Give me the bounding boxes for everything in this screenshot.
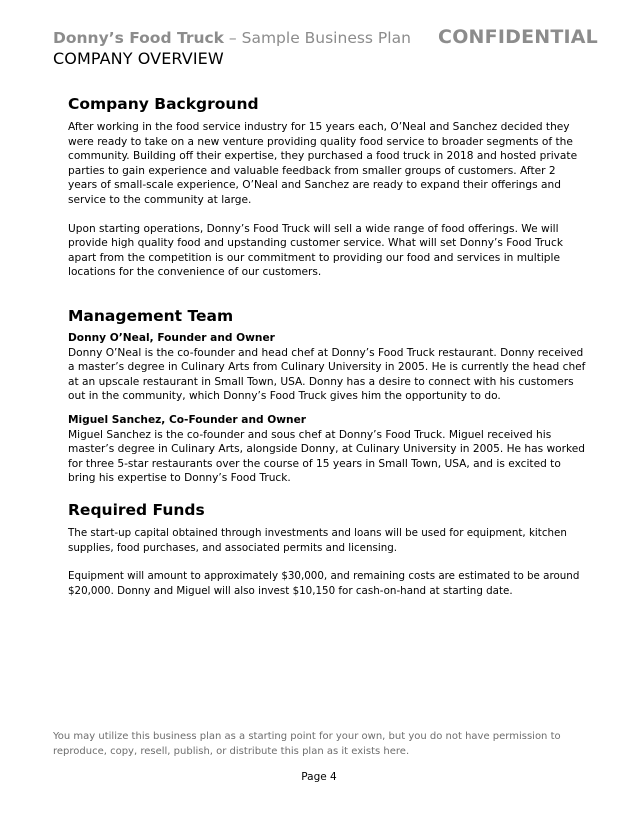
brand-name: Donny’s Food Truck <box>53 29 224 47</box>
management-team-heading: Management Team <box>68 306 234 325</box>
company-background-paragraph-2: Upon starting operations, Donny’s Food Truck will sell a wide range of food offerings. We will provide high quality food and upstanding customer service. What will set Donny’s Food Truck apart from the competition is our commitment to providing our food and services in multiple locations for the convenience of our customers. <box>68 222 563 279</box>
page-header <box>53 28 598 69</box>
required-funds-heading: Required Funds <box>68 501 205 519</box>
required-funds-paragraph-1: The start-up capital obtained through investments and loans will be used for equipment, kitchen supplies, food purchases, and associated permits and licensing. <box>68 527 567 554</box>
confidential-label: CONFIDENTIAL <box>438 26 598 48</box>
section-title: COMPANY OVERVIEW <box>53 49 224 68</box>
main-content <box>68 94 588 486</box>
member-bio: Donny O’Neal is the co-founder and head chef at Donny’s Food Truck restaurant. Donny received a master’s degree in Culinary Arts from Culinary University in 2005. He is currently the head chef at an upscale restaurant in Small Town, USA. Donny has a desire to connect with his customers out in the community, which Donny’s Food Truck gives him the opportunity to do. <box>68 346 586 403</box>
member-bio: Miguel Sanchez is the co-founder and sous chef at Donny’s Food Truck. Miguel received his master’s degree in Culinary Arts, alongside Donny, at Culinary University in 2005. He has worked for three 5-star restaurants over the course of 15 years in Small Town, USA, and is excited to bring his expertise to Donny’s Food Truck. <box>68 428 586 485</box>
required-funds-section <box>53 500 588 598</box>
required-funds-paragraph-2: Equipment will amount to approximately $30,000, and remaining costs are estimated to be around $20,000. Donny and Miguel will also invest $10,150 for cash-on-hand at starting date. <box>68 570 580 597</box>
usage-disclaimer: You may utilize this business plan as a starting point for your own, but you do not have permission to reproduce, copy, resell, publish, or distribute this plan as it exists here. <box>53 731 561 757</box>
member-name: Miguel Sanchez, Co-Founder and Owner <box>68 413 307 426</box>
company-background-heading: Company Background <box>68 95 259 113</box>
member-name: Donny O’Neal, Founder and Owner <box>68 331 275 344</box>
company-background-paragraph-1: After working in the food service industry for 15 years each, O’Neal and Sanchez decided they were ready to take on a new venture providing quality food service to broader segments of the community. Building off their expertise, they purchased a food truck in 2018 and hosted private parties to gain experience and valuable feedback from smaller groups of customers. After 2 years of small-scale experience, O’Neal and Sanchez are ready to expand their offerings and service to the community at large. <box>68 121 578 206</box>
header-separator: – <box>224 29 242 47</box>
page-number: Page 4 <box>301 771 337 783</box>
document-type: Sample Business Plan <box>241 29 411 47</box>
